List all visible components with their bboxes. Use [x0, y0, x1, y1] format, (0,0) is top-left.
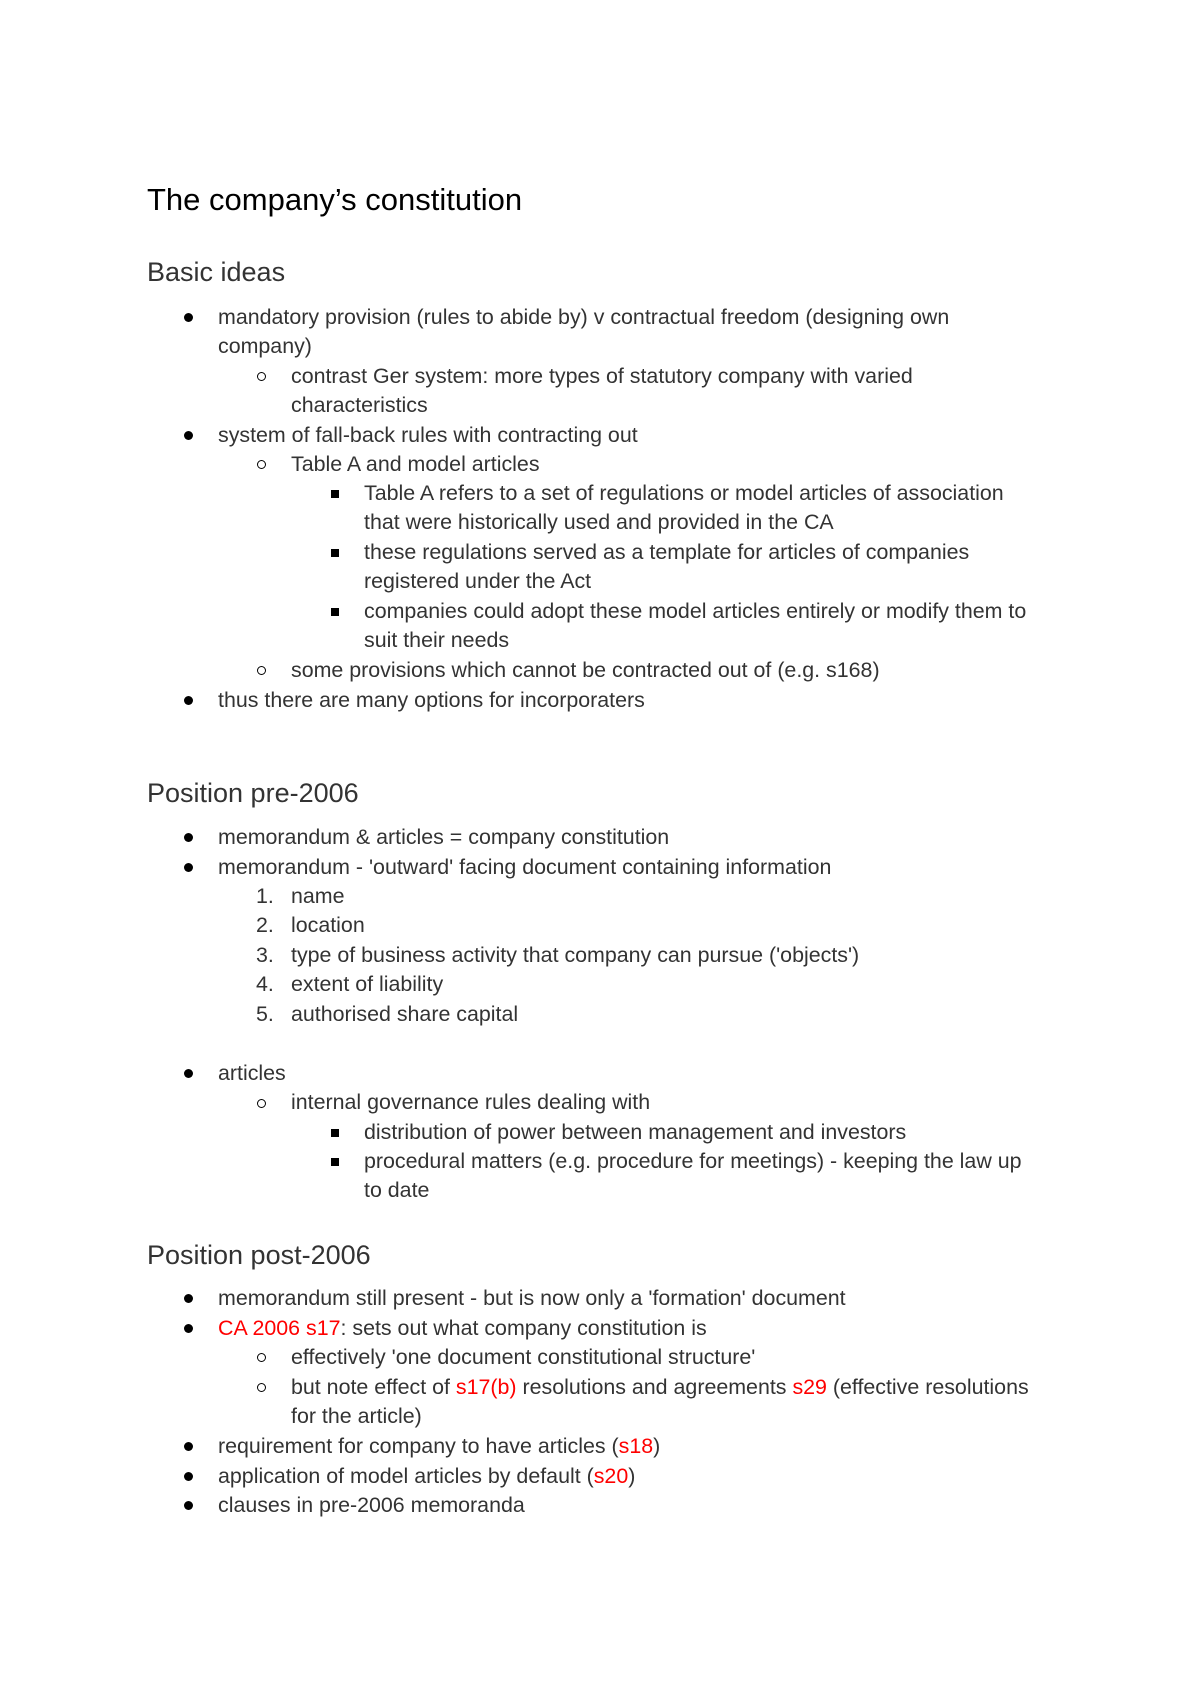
bullet-disc-icon: [184, 1294, 193, 1303]
bullet-circle-icon: [257, 1099, 266, 1108]
list-item-text: name: [291, 884, 345, 908]
bullet-circle-icon: [257, 460, 266, 469]
statute-reference: s29: [792, 1375, 827, 1399]
list-item-text: some provisions which cannot be contracted out of (e.g. s168): [291, 658, 880, 682]
statute-reference: s17(b): [455, 1375, 517, 1399]
list-item-text: clauses in pre-2006 memoranda: [218, 1493, 525, 1517]
list-number: 1.: [256, 884, 274, 908]
list-item-text: memorandum - 'outward' facing document containing information: [218, 855, 832, 879]
list-item-text: characteristics: [291, 393, 428, 417]
list-item-text: [218, 1313, 707, 1343]
inline-text: but note effect of: [291, 1375, 456, 1399]
list-item-text: location: [291, 913, 365, 937]
bullet-disc-icon: [184, 431, 193, 440]
bullet-circle-icon: [257, 372, 266, 381]
list-item-text: company): [218, 334, 312, 358]
bullet-disc-icon: [184, 696, 193, 705]
inline-text: (effective resolutions: [826, 1375, 1029, 1399]
bullet-square-icon: [331, 1158, 339, 1166]
list-item-text: these regulations served as a template for articles of companies: [364, 540, 970, 564]
list-item-text: companies could adopt these model articles entirely or modify them to: [364, 599, 1027, 623]
bullet-disc-icon: [184, 1442, 193, 1451]
bullet-circle-icon: [257, 666, 266, 675]
bullet-circle-icon: [257, 1353, 266, 1362]
list-item-text: authorised share capital: [291, 1002, 519, 1026]
list-item-text: articles: [218, 1061, 286, 1085]
list-item-text: system of fall-back rules with contracting out: [218, 423, 638, 447]
bullet-square-icon: [331, 608, 339, 616]
inline-text: : sets out what company constitution is: [340, 1316, 707, 1340]
bullet-disc-icon: [184, 1069, 193, 1078]
list-item-text: procedural matters (e.g. procedure for meetings) - keeping the law up: [364, 1149, 1022, 1173]
inline-text: ): [628, 1464, 636, 1488]
bullet-disc-icon: [184, 863, 193, 872]
list-item-text: [291, 1372, 1029, 1402]
list-number: 3.: [256, 943, 274, 967]
list-number: 5.: [256, 1002, 274, 1026]
inline-text: resolutions and agreements: [516, 1375, 793, 1399]
list-item-text: registered under the Act: [364, 569, 592, 593]
list-item-text: memorandum & articles = company constitution: [218, 825, 670, 849]
bullet-square-icon: [331, 549, 339, 557]
list-item-text: thus there are many options for incorporaters: [218, 688, 645, 712]
list-item-text: mandatory provision (rules to abide by) v contractual freedom (designing own: [218, 305, 950, 329]
bullet-disc-icon: [184, 1472, 193, 1481]
list-item-text: effectively 'one document constitutional structure': [291, 1345, 756, 1369]
statute-reference: CA 2006 s17: [218, 1316, 341, 1340]
section-heading-pre-2006: Position pre-2006: [147, 778, 359, 808]
list-item-text: Table A and model articles: [291, 452, 540, 476]
list-item-text: Table A refers to a set of regulations or model articles of association: [364, 481, 1004, 505]
bullet-disc-icon: [184, 1501, 193, 1510]
bullet-circle-icon: [257, 1383, 266, 1392]
list-item-text: to date: [364, 1178, 430, 1202]
bullet-disc-icon: [184, 833, 193, 842]
inline-text: application of model articles by default (: [218, 1464, 594, 1488]
list-item-text: [218, 1461, 635, 1491]
list-item-text: suit their needs: [364, 628, 510, 652]
bullet-square-icon: [331, 1129, 339, 1137]
list-item-text: [218, 1431, 660, 1461]
list-item-text: internal governance rules dealing with: [291, 1090, 651, 1114]
list-item-text: distribution of power between management and investors: [364, 1120, 907, 1144]
list-item-text: memorandum still present - but is now only a 'formation' document: [218, 1286, 846, 1310]
list-item-text: that were historically used and provided in the CA: [364, 510, 834, 534]
bullet-disc-icon: [184, 1324, 193, 1333]
list-number: 2.: [256, 913, 274, 937]
list-item-text: for the article): [291, 1404, 422, 1428]
page-title: The company’s constitution: [147, 182, 523, 217]
list-item-text: type of business activity that company can pursue ('objects'): [291, 943, 860, 967]
section-heading-post-2006: Position post-2006: [147, 1240, 371, 1270]
statute-reference: s20: [593, 1464, 629, 1488]
inline-text: requirement for company to have articles (: [218, 1434, 619, 1458]
list-item-text: extent of liability: [291, 972, 444, 996]
list-number: 4.: [256, 972, 274, 996]
inline-text: ): [653, 1434, 661, 1458]
section-heading-basic-ideas: Basic ideas: [147, 257, 286, 287]
bullet-square-icon: [331, 490, 339, 498]
bullet-disc-icon: [184, 313, 193, 322]
list-item-text: contrast Ger system: more types of statutory company with varied: [291, 364, 913, 388]
statute-reference: s18: [618, 1434, 654, 1458]
